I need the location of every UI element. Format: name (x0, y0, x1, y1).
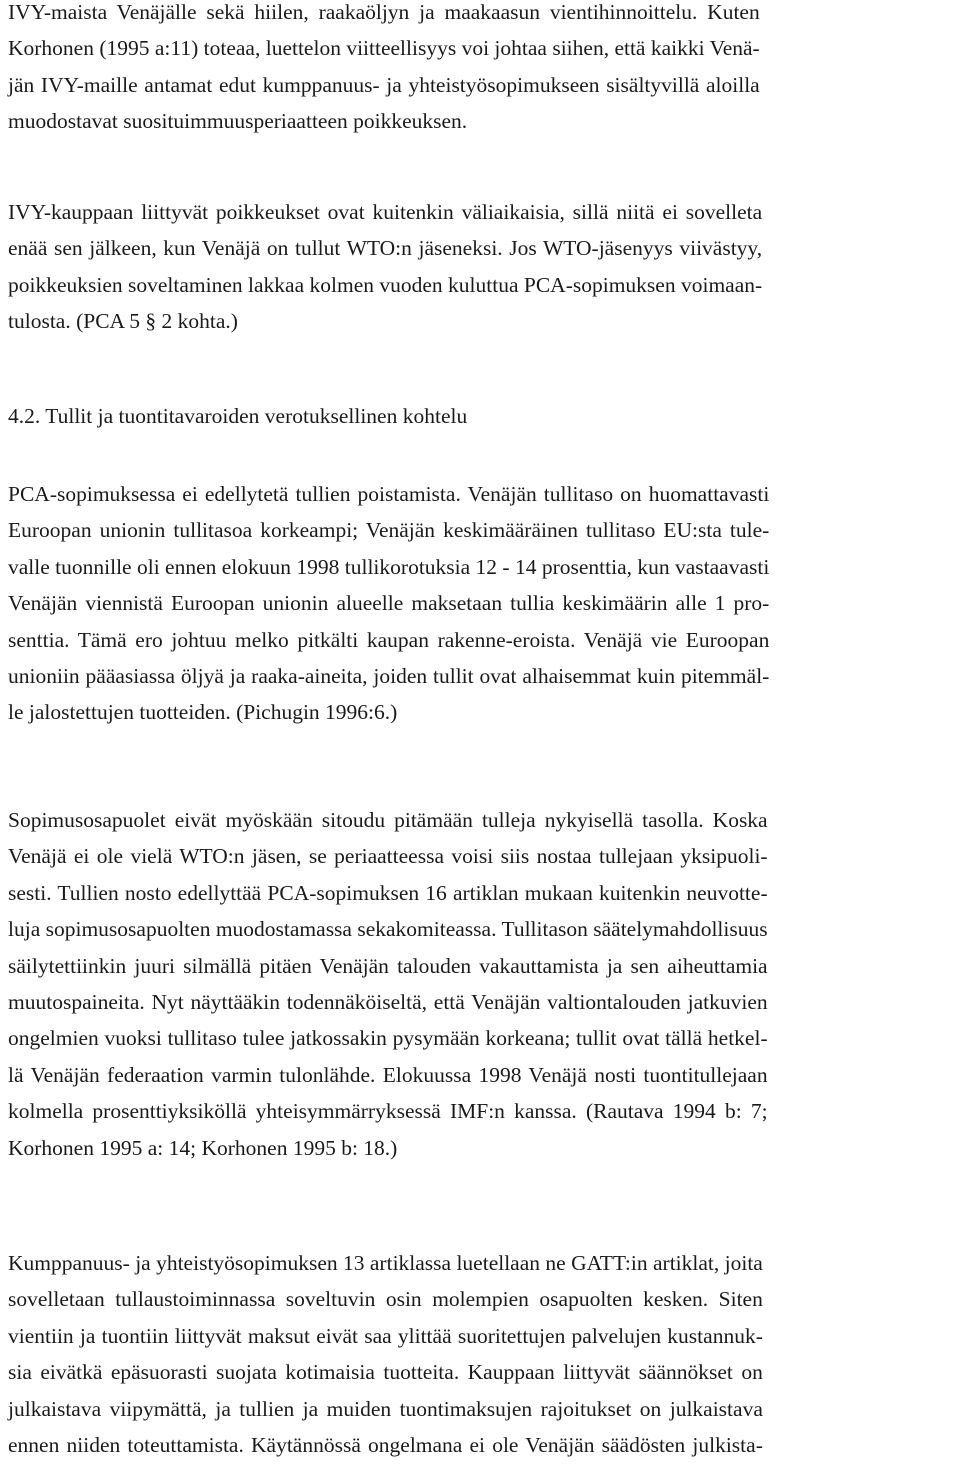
text-line: ongelmien vuoksi tullitaso tulee jatkossakin pysymään korkeana; tullit ovat tällä hetkel- (8, 1026, 768, 1051)
text-line: sovelletaan tullaustoiminnassa soveltuvin osin molempien osapuolten kesken. Siten (8, 1287, 763, 1312)
text-line: sesti. Tullien nosto edellyttää PCA-sopimuksen 16 artiklan mukaan kuitenkin neuvotte- (8, 880, 768, 905)
text-line: säilytettiinkin juuri silmällä pitäen Venäjän talouden vakauttamista ja sen aiheuttamia (8, 953, 768, 978)
text-line: muutospaineita. Nyt näyttääkin todennäköiseltä, että Venäjän valtiontalouden jatkuvien (8, 990, 768, 1015)
paragraph-tariff-commitments (8, 802, 768, 1166)
text-line: Korhonen 1995 a: 14; Korhonen 1995 b: 18.) (8, 1135, 398, 1160)
text-line: Korhonen (1995 a:11) toteaa, luettelon viitteellisyys voi johtaa siihen, että kaikki Venä- (8, 36, 760, 61)
text-line: sia eivätkä epäsuorasti suojata kotimaisia tuotteita. Kauppaan liittyvät säännökset on (8, 1360, 763, 1385)
text-line: senttia. Tämä ero johtuu melko pitkälti kaupan rakenne-eroista. Venäjä vie Euroopan (8, 627, 770, 652)
paragraph-ivy-exceptions (8, 194, 762, 340)
text-line: le jalostettujen tuotteiden. (Pichugin 1996:6.) (8, 700, 398, 725)
text-line: Sopimusosapuolet eivät myöskään sitoudu pitämään tulleja nykyisellä tasolla. Koska (8, 808, 768, 832)
text-line: Euroopan unionin tullitasoa korkeampi; Venäjän keskimääräinen tullitaso EU:sta tule- (8, 518, 770, 543)
text-line: unioniin pääasiassa öljyä ja raaka-aineita, joiden tullit ovat alhaisemmat kuin pitemmäl- (8, 664, 770, 689)
text-line: Kumppanuus- ja yhteistyösopimuksen 13 artiklassa luetellaan ne GATT:in artiklat, joita (8, 1251, 763, 1275)
text-line: Venäjä ei ole vielä WTO:n jäsen, se periaatteessa voisi siis nostaa tullejaan yksipuoli- (8, 844, 768, 869)
text-line: luja sopimusosapuolten muodostamassa sekakomiteassa. Tullitason säätelymahdollisuus (8, 917, 768, 942)
section-heading: 4.2. Tullit ja tuontitavaroiden verotuksellinen kohtelu (8, 404, 468, 428)
text-line: IVY-maista Venäjälle sekä hiilen, raakaöljyn ja maakaasun vientihinnoittelu. Kuten (8, 0, 760, 24)
text-line: kolmella prosenttiyksiköllä yhteisymmärryksessä IMF:n kanssa. (Rautava 1994 b: 7; (8, 1099, 768, 1124)
text-line: IVY-kauppaan liittyvät poikkeukset ovat kuitenkin väliaikaisia, sillä niitä ei sovelleta (8, 200, 763, 224)
text-line: muodostavat suosituimmuusperiaatteen poikkeuksen. (8, 109, 468, 134)
text-line: valle tuonnille oli ennen elokuun 1998 tullikorotuksia 12 - 14 prosenttia, kun vastaavasti (8, 554, 770, 579)
text-line: enää sen jälkeen, kun Venäjä on tullut WTO:n jäseneksi. Jos WTO-jäsenyys viivästyy, (8, 236, 763, 261)
text-line: ennen niiden toteuttamista. Käytännössä ongelmana ei ole Venäjän säädösten julkista- (8, 1433, 763, 1458)
text-line: jän IVY-maille antamat edut kumppanuus- ja yhteistyösopimukseen sisältyvillä aloilla (8, 72, 760, 97)
text-line: PCA-sopimuksessa ei edellytetä tullien poistamista. Venäjän tullitaso on huomattavasti (8, 482, 770, 506)
paragraph-tariff-levels (8, 476, 769, 731)
text-line: vientiin ja tuontiin liittyvät maksut eivät saa ylittää suoritettujen palvelujen kustannuk- (8, 1323, 763, 1348)
text-line: Venäjän viennistä Euroopan unionin alueelle maksetaan tullia keskimäärin alle 1 pro- (8, 591, 770, 616)
text-line: tulosta. (PCA 5 § 2 kohta.) (8, 309, 238, 334)
paragraph-ivy-export-pricing (8, 0, 760, 140)
paragraph-gatt-articles (8, 1245, 763, 1463)
text-line: lä Venäjän federaation varmin tulonlähde. Elokuussa 1998 Venäjä nosti tuontitullejaan (8, 1062, 768, 1087)
text-line: julkaistava viipymättä, ja tullien ja muiden tuontimaksujen rajoitukset on julkaistava (8, 1396, 763, 1421)
text-line: poikkeuksien soveltaminen lakkaa kolmen vuoden kuluttua PCA-sopimuksen voimaan- (8, 272, 763, 297)
